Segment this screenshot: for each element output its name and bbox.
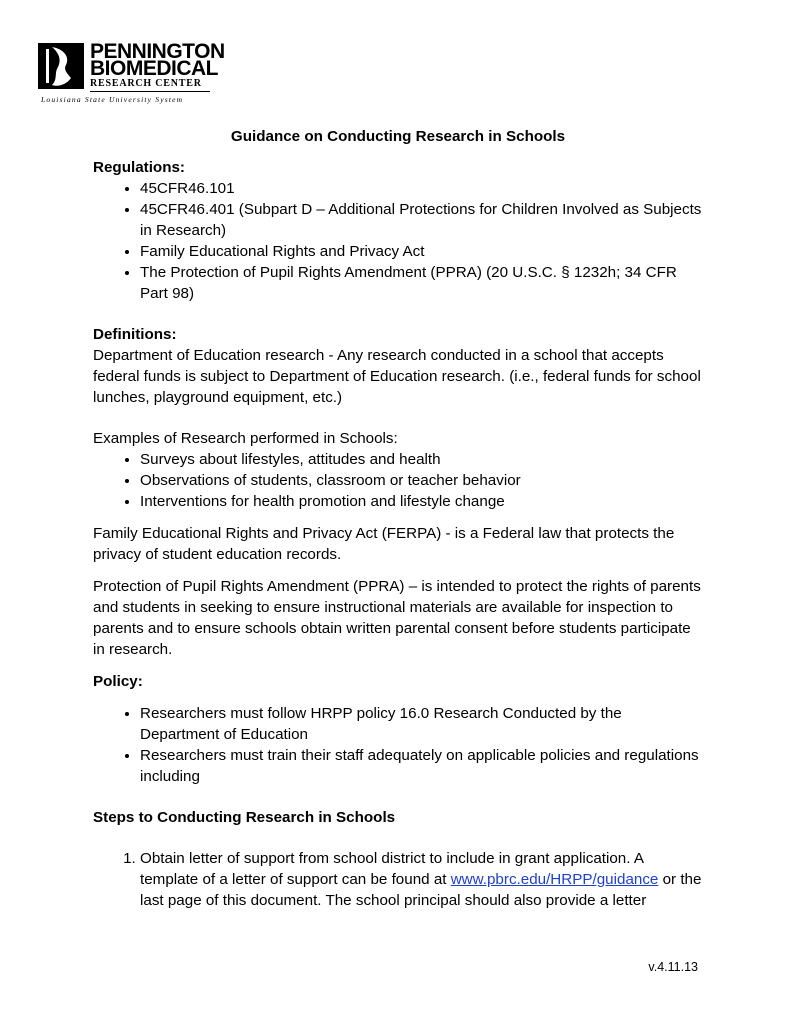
logo-text-biomedical: BIOMEDICAL (90, 57, 218, 80)
guidance-link[interactable]: www.pbrc.edu/HRPP/guidance (450, 871, 659, 888)
list-item: • Observations of students, classroom or teacher behavior (140, 470, 703, 491)
list-item: • The Protection of Pupil Rights Amendment (PPRA) (20 U.S.C. § 1232h; 34 CFR Part 98) (140, 262, 703, 304)
logo-text-pennington: PENNINGTON (90, 40, 225, 63)
logo-text-research-center: RESEARCH CENTER (90, 78, 202, 89)
ppra-definition: Protection of Pupil Rights Amendment (PPRA) – is intended to protect the rights of parents and students in seeking to ensure instructional materials are available for inspection to parents and to ensure schools obtain written parental consent before students participate in research. (93, 578, 701, 658)
steps-heading: Steps to Conducting Research in Schools (93, 809, 396, 826)
pbrc-logo (38, 40, 225, 105)
steps-list (93, 848, 703, 911)
list-item: • Researchers must train their staff adequately on applicable policies and regulations including (140, 745, 703, 787)
policy-heading: Policy: (93, 673, 143, 690)
doe-research-definition: Department of Education research - Any research conducted in a school that accepts federal funds is subject to Department of Education research. (i.e., federal funds for school lunches, playground equipment, etc.) (93, 347, 701, 406)
list-item: • Interventions for health promotion and lifestyle change (140, 491, 703, 512)
ferpa-definition: Family Educational Rights and Privacy Act (FERPA) - is a Federal law that protects the privacy of student education records. (93, 525, 675, 563)
logo-text-system: Louisiana State University System (41, 95, 184, 104)
list-item: • Surveys about lifestyles, attitudes and health (140, 449, 703, 470)
logo-divider (90, 91, 210, 92)
list-item: • 45CFR46.401 (Subpart D – Additional Protections for Children Involved as Subjects in Research) (140, 199, 703, 241)
pbrc-logo-mark-icon (38, 43, 84, 89)
version-footer: v.4.11.13 (648, 960, 698, 974)
policy-list (93, 703, 703, 787)
definitions-heading: Definitions: (93, 326, 177, 343)
page-title: Guidance on Conducting Research in Schools (230, 128, 566, 145)
list-item (140, 848, 703, 911)
list-item: • Family Educational Rights and Privacy Act (140, 241, 703, 262)
step1-text-before: Obtain letter of support from school district to include in grant application. A template of a letter of support can be found at (140, 850, 644, 888)
document-body (93, 126, 703, 911)
list-item: • Researchers must follow HRPP policy 16.0 Research Conducted by the Department of Education (140, 703, 703, 745)
regulations-heading: Regulations: (93, 159, 185, 176)
step1-text-after: or the last page of this document. The school principal should also provide a letter (140, 871, 702, 909)
regulations-list (93, 178, 703, 304)
examples-list (93, 449, 703, 512)
examples-intro: Examples of Research performed in Schools: (93, 430, 398, 447)
list-item: • 45CFR46.101 (140, 178, 703, 199)
